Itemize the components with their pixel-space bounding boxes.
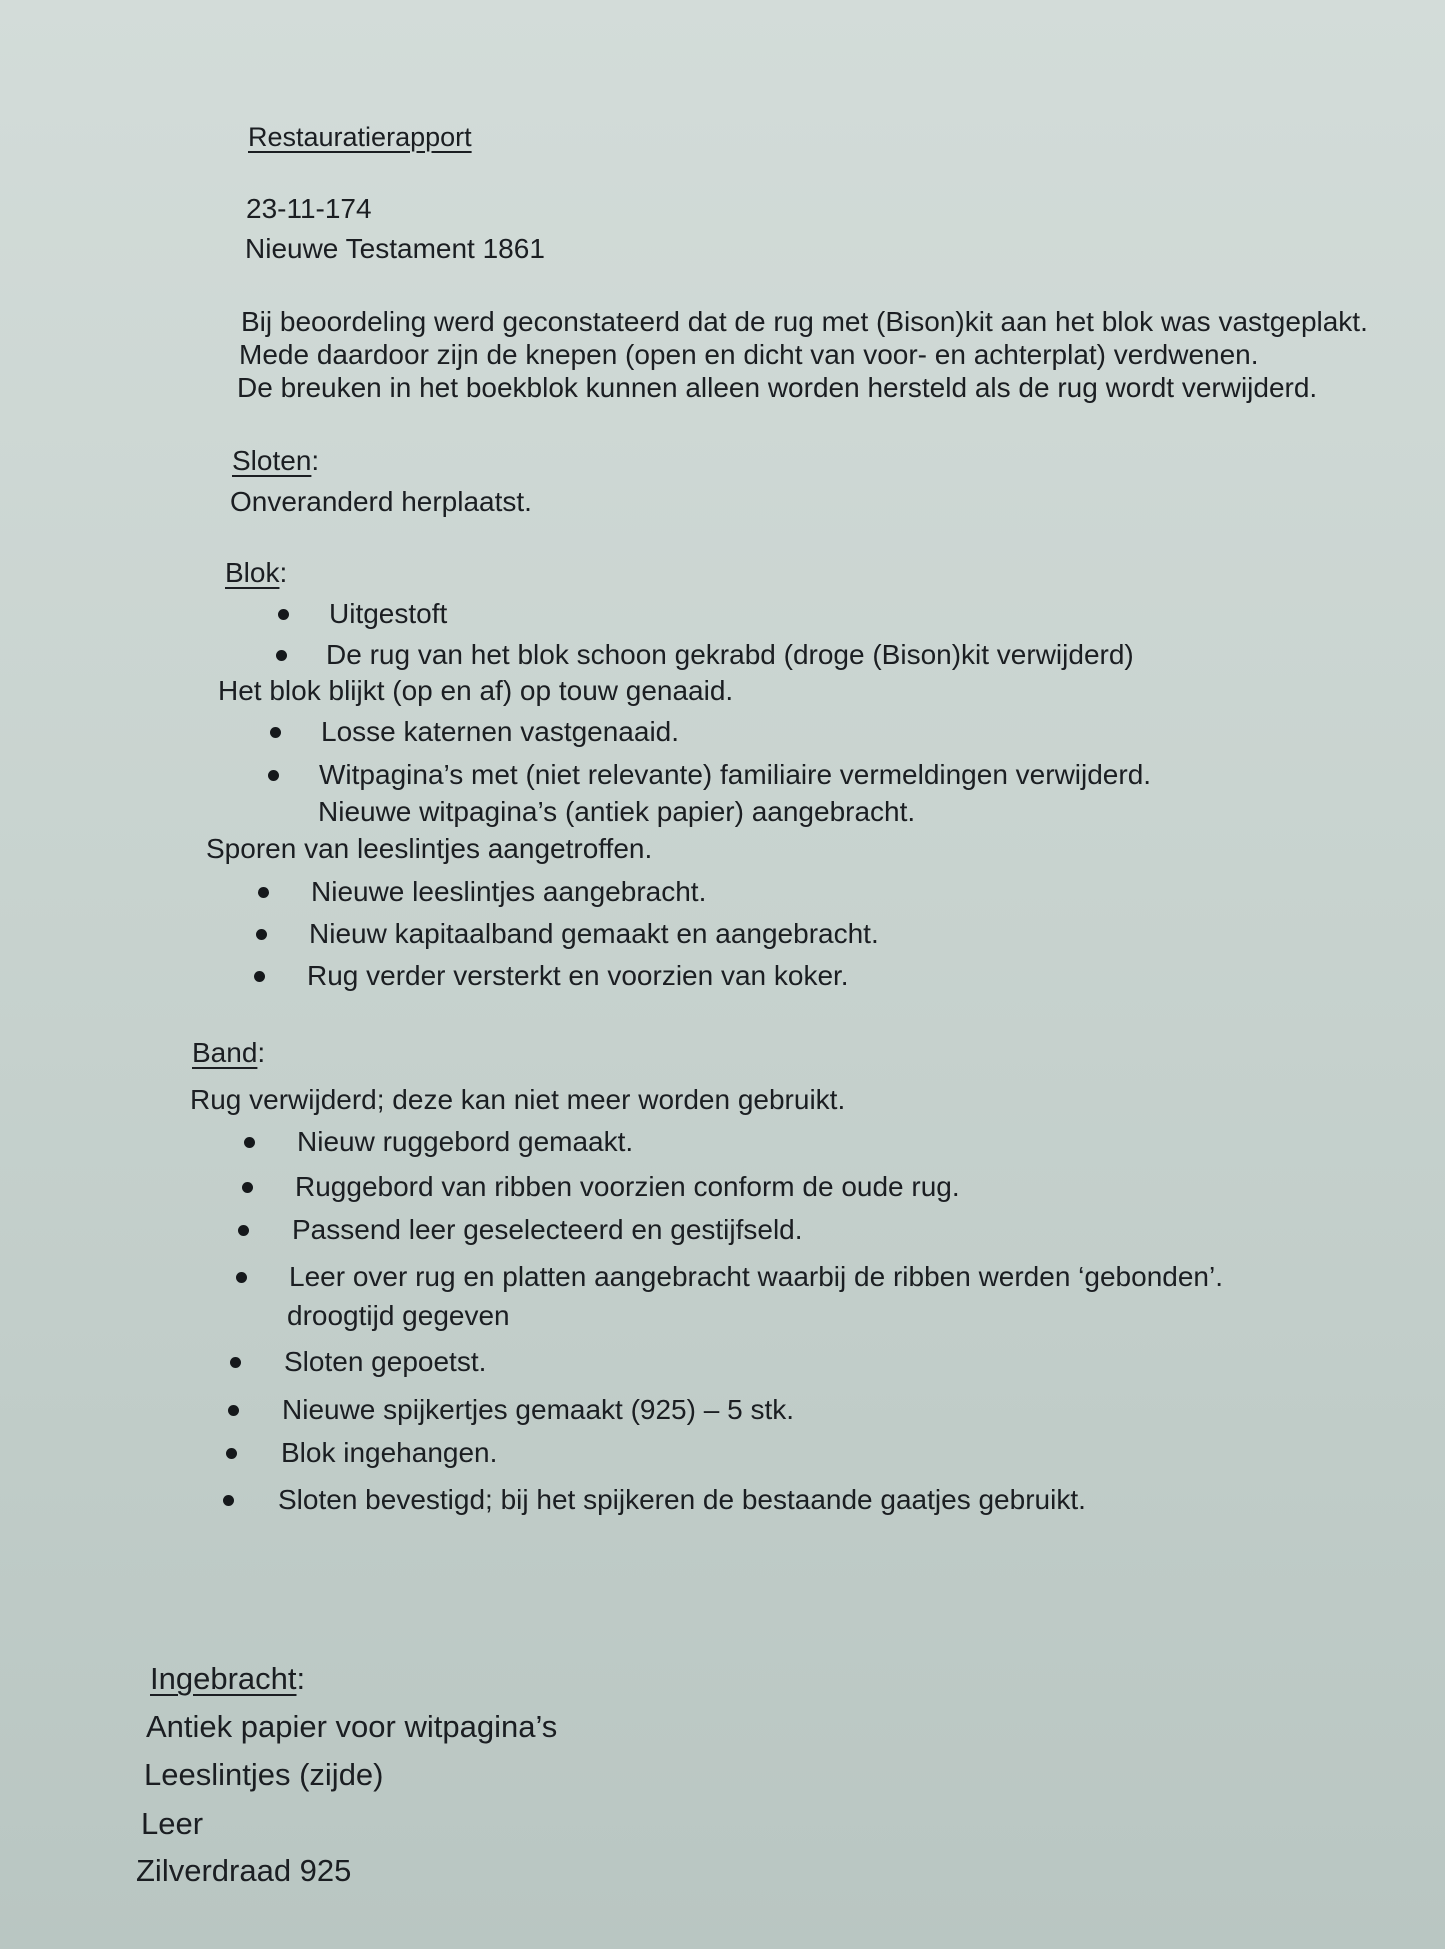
bullet-icon bbox=[236, 1272, 247, 1283]
report-page: Restauratierapport 23-11-174 Nieuwe Testament 1861 Bij beoordeling werd geconstateerd dat de rug met (Bison)kit aan het blok was vastgeplakt. Mede daardoor zijn de knepen (open en dicht van voor- en achterplat) verdwenen. De breuken in het boekblok kunnen alleen worden hersteld als de rug wordt verwijderd. Sloten: Onveranderd herplaatst. Blok: Uitgestoft De rug van het blok schoon gekrabd (droge (Bison)kit verwijderd) Het blok blijkt (op en af) op touw genaaid. Losse katernen vastgenaaid. Witpagina’s met (niet relevante) familiaire vermeldingen verwijderd. Nieuwe witpagina’s (antiek papier) aangebracht. Sporen van leeslintjes aangetroffen. Nieuwe leeslintjes aangebracht. Nieuw kapitaalband gemaakt en aangebracht. Rug verder versterkt en voorzien van koker. Band: Rug verwijderd; deze kan niet meer worden gebruikt. Nieuw ruggebord gemaakt. Ruggebord van ribben voorzien conform de oude rug. Passend leer geselecteerd en gestijfseld. Leer over rug en platten aangebracht waarbij de ribben werden ‘gebonden’. droogtijd gegeven Sloten gepoetst. Nieuwe spijkertjes gemaakt (925) – 5 stk. Blok ingehangen. Sloten bevestigd; bij het spijkeren de bestaande gaatjes gebruikt. Ingebracht: Antiek papier voor witpagina’s Leeslintjes (zijde) Leer Zilverdraad 925 bbox=[0, 0, 1445, 1949]
bullet-icon bbox=[278, 609, 289, 620]
sloten-heading: Sloten: bbox=[232, 445, 320, 476]
bullet-icon bbox=[238, 1225, 249, 1236]
ingebracht-item: Antiek papier voor witpagina’s bbox=[146, 1709, 558, 1744]
bullet-icon bbox=[244, 1137, 255, 1148]
ingebracht-item: Zilverdraad 925 bbox=[136, 1853, 352, 1888]
sloten-text: Onveranderd herplaatst. bbox=[230, 486, 532, 517]
bullet-icon bbox=[228, 1405, 239, 1416]
bullet-icon bbox=[256, 929, 267, 940]
bullet-icon bbox=[254, 971, 265, 982]
bullet-icon bbox=[268, 770, 279, 781]
bullet-icon bbox=[223, 1495, 234, 1506]
bullet-icon bbox=[276, 650, 287, 661]
ingebracht-item: Leer bbox=[141, 1806, 204, 1841]
blok-continuation: Nieuwe witpagina’s (antiek papier) aangebracht. bbox=[318, 796, 916, 827]
blok-heading: Blok: bbox=[225, 557, 288, 588]
blok-note-1: Het blok blijkt (op en af) op touw genaaid. bbox=[218, 675, 734, 706]
blok-note-2: Sporen van leeslintjes aangetroffen. bbox=[206, 833, 653, 864]
intro-line-2: Mede daardoor zijn de knepen (open en dicht van voor- en achterplat) verdwenen. bbox=[239, 339, 1259, 370]
intro-line-3: De breuken in het boekblok kunnen alleen worden hersteld als de rug wordt verwijderd. bbox=[237, 372, 1318, 403]
bullet-icon bbox=[242, 1182, 253, 1193]
bullet-icon bbox=[230, 1357, 241, 1368]
report-number: 23-11-174 bbox=[246, 193, 372, 224]
bullet-icon bbox=[226, 1448, 237, 1459]
report-title: Restauratierapport bbox=[248, 122, 472, 152]
ingebracht-item: Leeslintjes (zijde) bbox=[144, 1757, 384, 1792]
report-subject: Nieuwe Testament 1861 bbox=[245, 233, 545, 264]
band-note: Rug verwijderd; deze kan niet meer worden gebruikt. bbox=[190, 1084, 846, 1115]
band-continuation: droogtijd gegeven bbox=[287, 1300, 510, 1331]
intro-line-1: Bij beoordeling werd geconstateerd dat de rug met (Bison)kit aan het blok was vastgeplakt. bbox=[241, 306, 1368, 337]
bullet-icon bbox=[258, 887, 269, 898]
ingebracht-heading: Ingebracht: bbox=[150, 1661, 306, 1696]
band-heading: Band: bbox=[192, 1037, 266, 1068]
bullet-icon bbox=[270, 727, 281, 738]
